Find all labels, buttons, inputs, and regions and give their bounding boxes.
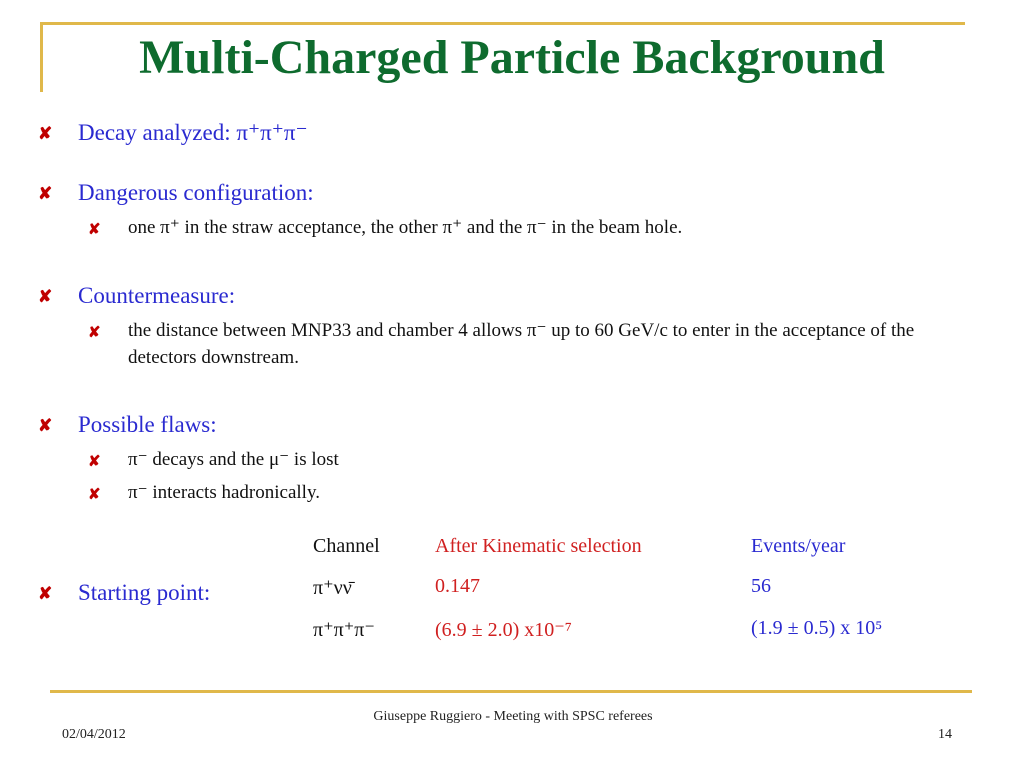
footer-center: Giuseppe Ruggiero - Meeting with SPSC referees [373,709,653,724]
top-rule [40,22,965,25]
subbullet-text: π⁻ decays and the μ⁻ is lost [128,449,339,470]
bullet-marker-icon: ✘ [38,584,53,603]
bullet-dangerous-config [38,180,314,206]
header-after-kinematic: After Kinematic selection [435,535,642,557]
cell-channel: π⁺π⁺π⁻ [313,619,375,641]
footer-rule [50,690,972,693]
bullet-text: Countermeasure: [78,283,236,308]
bullet-decay-analyzed [38,120,308,146]
cell-events: 56 [751,575,771,597]
cell-kinematic: (6.9 ± 2.0) x10⁻⁷ [435,619,572,641]
subbullet-marker-icon: ✘ [88,454,101,470]
slide-title: Multi-Charged Particle Background [139,31,885,84]
cell-channel: π⁺νν̄ [313,577,352,599]
bullet-possible-flaws [38,412,217,438]
subbullet-decays [88,446,988,476]
subbullet-marker-icon: ✘ [88,222,101,238]
bullet-starting-point [38,580,210,606]
footer-date: 02/04/2012 [62,727,126,742]
subbullet-text: π⁻ interacts hadronically. [128,482,320,503]
footer-page-number: 14 [938,727,952,742]
subbullet-text: one π⁺ in the straw acceptance, the other π⁺ and the π⁻ in the beam hole. [128,217,683,238]
header-channel: Channel [313,535,380,557]
subbullet-text: the distance between MNP33 and chamber 4 allows π⁻ up to 60 GeV/c to enter in the acceptance of the detectors downstream. [128,320,915,368]
subbullet-marker-icon: ✘ [88,325,101,341]
bullet-text: Decay analyzed: π⁺π⁺π⁻ [78,120,308,145]
bullet-text: Dangerous configuration: [78,180,314,205]
subbullet-interacts [88,479,988,509]
header-events-year: Events/year [751,535,846,557]
bullet-marker-icon: ✘ [38,416,53,435]
bullet-marker-icon: ✘ [38,184,53,203]
bullet-countermeasure [38,283,235,309]
cell-kinematic: 0.147 [435,575,480,597]
bullet-marker-icon: ✘ [38,287,53,306]
subbullet-straw [88,214,988,244]
subbullet-distance [88,317,968,371]
bullet-text: Starting point: [78,580,211,605]
bullet-text: Possible flaws: [78,412,217,437]
subbullet-marker-icon: ✘ [88,487,101,503]
bullet-marker-icon: ✘ [38,124,53,143]
cell-events: (1.9 ± 0.5) x 10⁵ [751,617,883,639]
